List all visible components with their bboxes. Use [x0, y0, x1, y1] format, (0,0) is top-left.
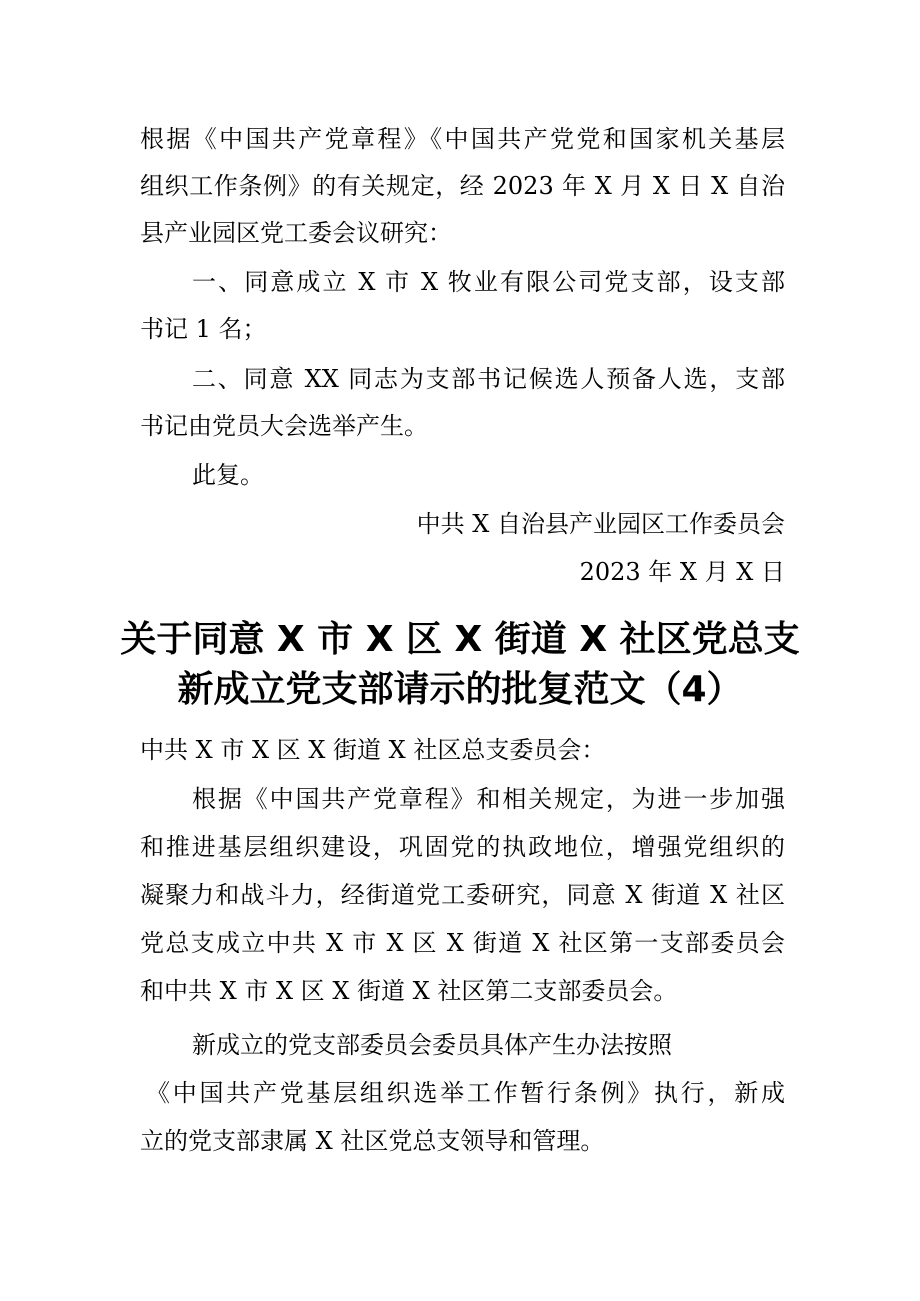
signature: 中共 X 自治县产业园区工作委员会 — [416, 510, 785, 538]
paragraph-line: 和推进基层组织建设，巩固党的执政地位，增强党组织的 — [140, 833, 785, 861]
paragraph-line: 县产业园区党工委会议研究： — [140, 219, 452, 247]
document-title-line2: 新成立党支部请示的批复范文（4） — [177, 669, 743, 710]
paragraph-line: 根据《中国共产党章程》《中国共产党党和国家机关基层 — [140, 125, 785, 153]
paragraph-line: 和中共 X 市 X 区 X 街道 X 社区第二支部委员会。 — [140, 977, 678, 1005]
paragraph-line: 《中国共产党基层组织选举工作暂行条例》执行，新成 — [146, 1079, 785, 1107]
paragraph-line: 组织工作条例》的有关规定，经 2023 年 X 月 X 日 X 自治 — [140, 172, 785, 200]
item-one-line: 一、同意成立 X 市 X 牧业有限公司党支部，设支部 — [192, 268, 785, 296]
paragraph-line: 新成立的党支部委员会委员具体产生办法按照 — [192, 1031, 672, 1059]
document-title-line1: 关于同意 X 市 X 区 X 街道 X 社区党总支 — [120, 619, 800, 660]
item-one-line: 书记 1 名； — [140, 315, 267, 343]
closing-text: 此复。 — [192, 461, 264, 489]
paragraph-line: 立的党支部隶属 X 社区党总支领导和管理。 — [140, 1127, 605, 1155]
item-two-line: 二、同意 XX 同志为支部书记候选人预备人选，支部 — [192, 365, 785, 393]
item-two-line: 书记由党员大会选举产生。 — [140, 412, 428, 440]
date: 2023 年 X 月 X 日 — [579, 558, 785, 586]
addressee: 中共 X 市 X 区 X 街道 X 社区总支委员会： — [140, 736, 606, 764]
paragraph-line: 根据《中国共产党章程》和相关规定，为进一步加强 — [192, 785, 785, 813]
paragraph-line: 凝聚力和战斗力，经街道党工委研究，同意 X 街道 X 社区 — [140, 881, 785, 909]
paragraph-line: 党总支成立中共 X 市 X 区 X 街道 X 社区第一支部委员会 — [140, 929, 785, 957]
